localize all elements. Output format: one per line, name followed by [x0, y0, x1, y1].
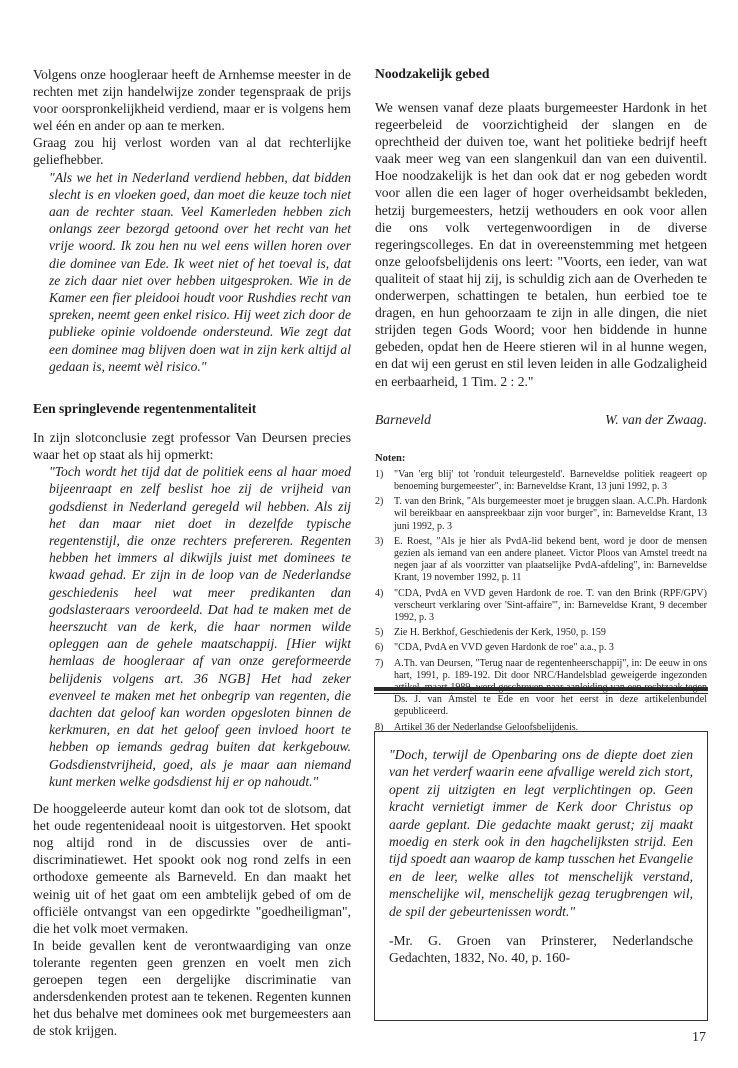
note-text: T. van den Brink, "Als burgemeester moet je bruggen slaan. A.C.Ph. Hardonk wil bereikbaar en aanspreekbaar zijn voor burger", in: Barneveldse Krant, 13 juni 1992, p. 3: [394, 496, 707, 532]
gebed-paragraph: We wensen vanaf deze plaats burgemeester Hardonk in het regeerbeleid de voorzichtigheid der slangen en de oprechtheid der duiven toe, want het politieke bedrijf heeft vaak meer weg van een slangenkuil dan van een duiventil. Hoe noodzakelijk is het dan ook dat er nog gebeden wordt voor allen die een lager of hoger overheidsambt bekleden, hetzij burgemeesters, hetzij wethouders en ook voor allen die ons volk vertegenwoordigen in de diverse regeringscolleges. En dat in overeenstemming met hetgeen onze geloofsbelijdenis ons leert: "Voorts, een ieder, van wat qualiteit of staat hij zij, is schuldig zich aan de Overheden te onderwerpen, schattingen te betalen, hun eerbied toe te dragen, en hun gehoorzaam te zijn in alle dingen, die niet strijden tegen Gods Woord; voor hen biddende in hunne gebeden, opdat hen de Heere stieren wil in al hunne wegen, en dat wij een gerust en stil leven leiden in alle Godzaligheid en eerbaarheid, 1 Tim. 2 : 2.": [375, 100, 707, 389]
note-text: "CDA, PvdA en VVD geven Hardonk de roe" a.a., p. 3: [394, 642, 614, 654]
note-text: E. Roest, "Als je hier als PvdA-lid bekend bent, word je door de mensen gezien als iemand van een andere planeet. Victor Ploos van Amstel treedt na negen jaar af als voorzitter van plaatselijke PvdA-afdeling", in: Barneveldse Krant, 19 november 1992, p. 11: [394, 535, 707, 584]
note-number: 5): [375, 627, 384, 639]
divider-thin: [374, 693, 708, 694]
signature-line: [375, 412, 707, 428]
notes-title: Noten:: [375, 452, 406, 464]
note-text: Artikel 36 der Nederlandse Geloofsbelijdenis.: [394, 721, 579, 733]
conclusion-paragraph: In zijn slotconclusie zegt professor Van Deursen precies waar het op staat als hij opmerkt:: [33, 430, 351, 463]
note-item: [375, 496, 707, 533]
groen-quote: "Doch, terwijl de Openbaring ons de diepte doet zien van het verderf waarin eene afvallige wereld zich stort, opent zij uitzigten en legt verplichtingen op. Geen kracht vernietigt immer de Kerk door Christus op aarde geplant. Die gedachte maakt gerust; zij maakt moedig en sterk ook in den hagchelijksten strijd. Een tijd spoedt aan waarop de kamp tusschen het Evangelie en de leer, welke alles tot menschelijk verstand, menschelijke wil, menschelijk gezag terugbrengen wil, de spil der gebeurtenissen wordt.": [389, 747, 693, 919]
divider-thick: [374, 687, 708, 691]
quote-box: [374, 731, 708, 1021]
note-number: 7): [375, 657, 384, 669]
note-text: "CDA, PvdA en VVD geven Hardonk de roe. T. van den Brink (RPF/GPV) verscheurt verklaring over 'Sint-affaire'", in: Barneveldse Krant, 9 december 1992, p. 3: [394, 587, 707, 623]
signature-author: W. van der Zwaag.: [605, 411, 707, 427]
note-item: [375, 588, 707, 625]
quote-kamerleden: "Als we het in Nederland verdiend hebben, dat bidden slecht is en vloeken goed, dan moet die keuze toch niet aan de rechter staan. Veel Kamerleden hebben zich onlangs zeer bezorgd getoond over het recht van het vrije woord. Ik zou hen nu wel eens willen horen over die dominee van Ede. Ik weet niet of het toeval is, dat ze zich daar niet over hebben uitgesproken. Wie in de Kamer een fier pleidooi houdt voor Rushdies recht van spreken, neemt geen enkel risico. Hij weet zich door de publieke opinie voldoende ondersteund. Wie zegt dat een dominee mag blijven doen wat in zijn kerk altijd al gedaan is, neemt wèl risico.": [49, 169, 351, 374]
note-item: [375, 469, 707, 493]
right-column: [375, 66, 707, 737]
note-text: Zie H. Berkhof, Geschiedenis der Kerk, 1950, p. 159: [394, 627, 606, 639]
note-number: 2): [375, 496, 384, 508]
note-number: 8): [375, 721, 384, 733]
section-heading-regenten: Een springlevende regentenmentaliteit: [33, 401, 257, 416]
signature-place: Barneveld: [375, 411, 431, 427]
note-number: 4): [375, 587, 384, 599]
groen-source: -Mr. G. Groen van Prinsterer, Nederlandsche Gedachten, 1832, No. 40, p. 160-: [389, 933, 693, 966]
left-column: [33, 66, 351, 1039]
page-number: 17: [692, 1030, 706, 1045]
note-number: 1): [375, 468, 384, 480]
note-text: "Van 'erg blij' tot 'ronduit teleurgesteld'. Barneveldse politiek reageert op benoeming burgemeester", in: Barneveldse Krant, 13 juni 1992, p. 3: [394, 468, 707, 492]
note-item: [375, 536, 707, 585]
notes-section: [375, 450, 707, 734]
intro-paragraph-2: Graag zou hij verlost worden van al dat rechterlijke geliefhebber.: [33, 135, 351, 168]
intro-paragraph: Volgens onze hoogleraar heeft de Arnhemse meester in de rechten met zijn handelwijze zonder tegenspraak de prijs voor oorspronkelijkheid verdiend, maar er is volgens hem wel één en ander op aan te merken.: [33, 67, 351, 134]
slotsom-paragraph: De hooggeleerde auteur komt dan ook tot de slotsom, dat het oude regentenideaal nooit is uitgestorven. Het spookt nog altijd rond in de discussies over de anti-discriminatiewet. Het spookt ook nog rond zelfs in een orthodoxe gemeente als Barneveld. En dan maakt het weinig uit of het gaat om een ambtelijk gebed of om de officiële ontvangst van een opgedirkte "goedheiligman", die het volk moet vermaken.: [33, 801, 351, 936]
note-text: A.Th. van Deursen, "Terug naar de regentenheerschappij", in: De eeuw in ons hart, 1991, p. 189-192. Dit door NRC/Handelsblad geweigerde ingezonden Ds. J. van Amstel te Ede en voor het eerst in deze artikelenbundel gepubliceerd.: [394, 657, 707, 718]
note-item: [375, 627, 707, 639]
note-number: 6): [375, 642, 384, 654]
note-number: 3): [375, 535, 384, 547]
note-item: [375, 642, 707, 654]
quote-van-deursen: "Toch wordt het tijd dat de politiek eens al haar moed bijeenraapt en zelf beslist hoe zij de vrijheid van godsdienst in Nederland geregeld wil hebben. Als zij het dan maar niet doet in dezelfde typische regentenstijl, die onze rechters prefereren. Regenten hebben het immers al dikwijls juist met dominees te kwaad gehad. Er zijn in de loop van de Nederlandse geschiedenis heel wat meer predikanten dan godslasteraars veroordeeld. Dat had te maken met de heerszucht van de kerk, die haar normen wilde opleggen aan de gehele maatschappij. [Hier wijkt hemlaas de hoogleraar af van onze gereformeerde belijdenis volgens art. 36 NGB] Het had zeker evenveel te maken met het onbegrip van regenten, die dachten dat geloof kan worden opgesloten binnen de kerkmuren, en dat het geloof geen invloed hoort te hebben op iemands gedrag buiten dat kerkgebouw. Godsdienstvrijheid, goed, als je maar aan niemand kunt merken welke godsdienst hij er op nahoudt.": [49, 464, 351, 789]
section-heading-gebed: Noodzakelijk gebed: [375, 66, 490, 81]
final-paragraph: In beide gevallen kent de verontwaardiging van onze tolerante regenten geen grenzen en voelt men zich geroepen tegen een dergelijke discriminatie van andersdenkenden protest aan te tekenen. Regenten kunnen het dus behalve met dominees ook met burgemeesters aan de stok krijgen.: [33, 937, 351, 1039]
